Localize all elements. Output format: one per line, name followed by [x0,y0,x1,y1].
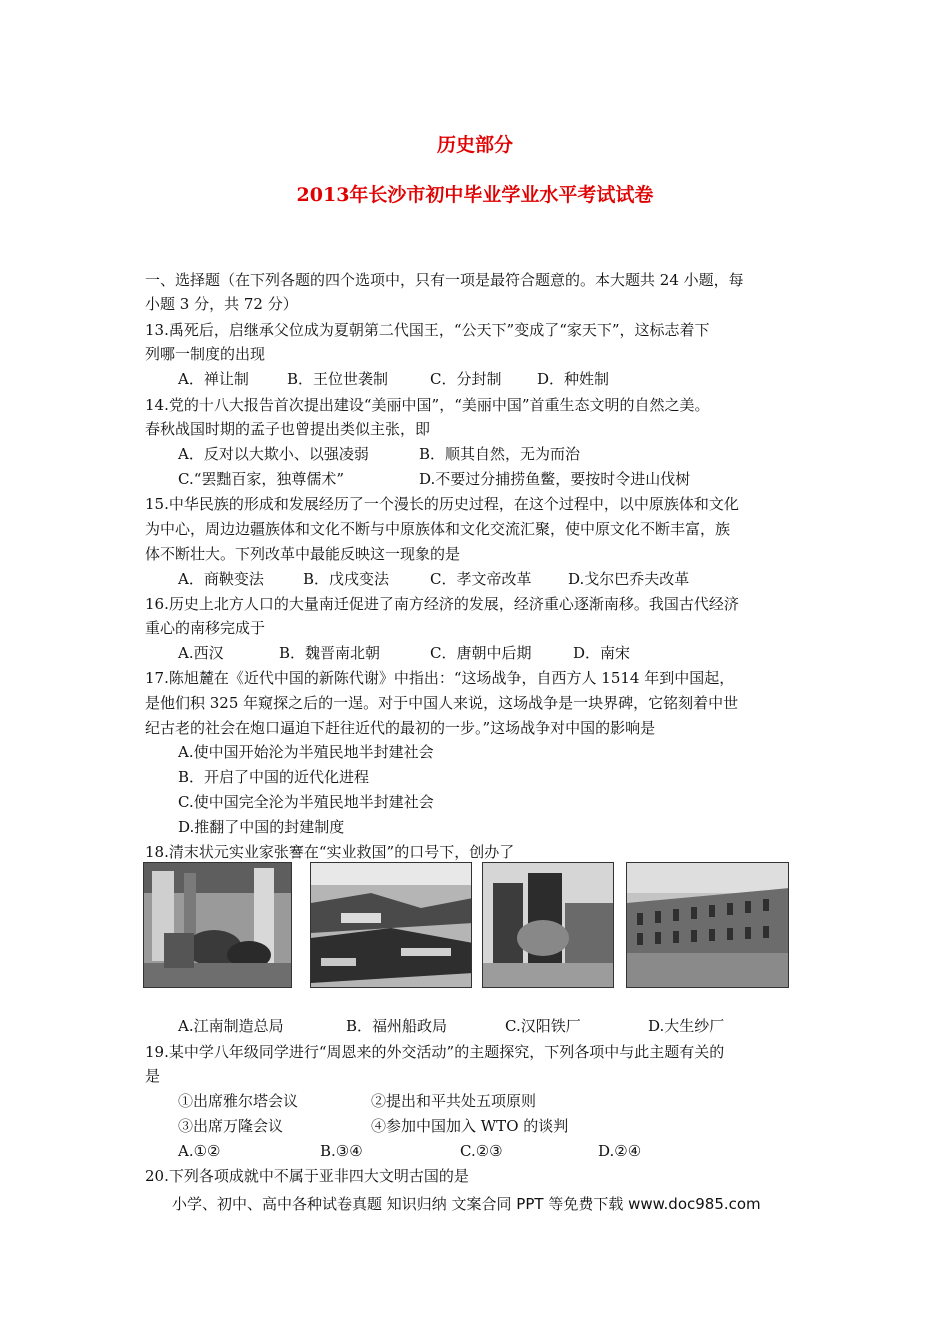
question-17-stem: 是他们积 325 年窥探之后的一逞。对于中国人来说，这场战争是一块界碑，它铭刻着中世 [145,694,739,712]
instructions-line: 小题 3 分，共 72 分） [145,295,298,313]
question-19-stem: 是 [145,1067,161,1085]
option: C．分封制 [430,370,502,388]
option: D.戈尔巴乔夫改革 [568,570,690,588]
question-15-stem: 体不断壮大。下列改革中最能反映这一现象的是 [145,545,461,563]
option: C.使中国完全沦为半殖民地半封建社会 [178,793,434,811]
option: B．戊戌变法 [303,570,390,588]
option: B.③④ [320,1142,363,1160]
question-15-stem: 为中心，周边边疆族体和文化不断与中原族体和文化交流汇聚，使中原文化不断丰富，族 [145,520,731,538]
option: A.西汉 [178,644,224,662]
option: C.汉阳铁厂 [505,1017,581,1035]
option: D.不要过分捕捞鱼鳖，要按时令进山伐树 [419,470,691,488]
photo-iron-works [482,862,614,988]
option: A．禅让制 [178,370,249,388]
statement-item: ①出席雅尔塔会议 [178,1092,299,1110]
option: A.使中国开始沦为半殖民地半封建社会 [178,743,434,761]
question-17-stem: 纪古老的社会在炮口逼迫下赶往近代的最初的一步。”这场战争对中国的影响是 [145,719,656,737]
statement-item: ③出席万隆会议 [178,1117,284,1135]
option: B．开启了中国的近代化进程 [178,768,370,786]
question-14-stem: 14.党的十八大报告首次提出建设“美丽中国”，“美丽中国”首重生态文明的自然之美。 [145,396,710,414]
option: A.江南制造总局 [178,1017,284,1035]
option: D.推翻了中国的封建制度 [178,818,345,836]
option: A.①② [178,1142,221,1160]
photo-factory-interior [143,862,292,988]
option: A．商鞅变法 [178,570,264,588]
option: D．南宋 [573,644,631,662]
option: C.②③ [460,1142,503,1160]
question-16-stem: 16.历史上北方人口的大量南迁促进了南方经济的发展，经济重心逐渐南移。我国古代经济 [145,595,739,613]
option: C．孝文帝改革 [430,570,532,588]
statement-item: ②提出和平共处五项原则 [371,1092,537,1110]
page-footer: 小学、初中、高中各种试卷真题 知识归纳 文案合同 PPT 等免费下载 www.doc985.com [172,1195,761,1213]
instructions-line: 一、选择题（在下列各题的四个选项中，只有一项是最符合题意的。本大题共 24 小题，每 [145,271,744,289]
photo-shipyard-aerial [310,862,472,988]
option: B．王位世袭制 [287,370,389,388]
question-18-stem: 18.清末状元实业家张謇在“实业救国”的口号下，创办了 [145,843,515,861]
question-19-stem: 19.某中学八年级同学进行“周恩来的外交活动”的主题探究，下列各项中与此主题有关的 [145,1043,725,1061]
option: B．顺其自然，无为而治 [419,445,581,463]
statement-item: ④参加中国加入 WTO 的谈判 [371,1117,569,1135]
section-title: 历史部分 [436,134,513,156]
option: D.大生纱厂 [648,1017,725,1035]
option: B．福州船政局 [346,1017,448,1035]
option: A．反对以大欺小、以强凌弱 [178,445,369,463]
question-20-stem: 20.下列各项成就中不属于亚非四大文明古国的是 [145,1167,469,1185]
question-16-stem: 重心的南移完成于 [145,619,266,637]
photo-cotton-mill [626,862,789,988]
option: D．种姓制 [537,370,610,388]
option: D.②④ [598,1142,642,1160]
exam-title: 2013年长沙市初中毕业学业水平考试试卷 [296,184,654,206]
option: C.“罢黜百家，独尊儒术” [178,470,345,488]
question-17-stem: 17.陈旭麓在《近代中国的新陈代谢》中指出：“这场战争，自西方人 1514 年到中国起， [145,669,735,687]
question-15-stem: 15.中华民族的形成和发展经历了一个漫长的历史过程，在这个过程中，以中原族体和文化 [145,495,739,513]
option: B．魏晋南北朝 [279,644,381,662]
question-13-stem: 13.禹死后，启继承父位成为夏朝第二代国王，“公天下”变成了“家天下”，这标志着下 [145,321,710,339]
question-13-stem: 列哪一制度的出现 [145,345,266,363]
question-14-stem: 春秋战国时期的孟子也曾提出类似主张，即 [145,420,431,438]
option: C．唐朝中后期 [430,644,532,662]
